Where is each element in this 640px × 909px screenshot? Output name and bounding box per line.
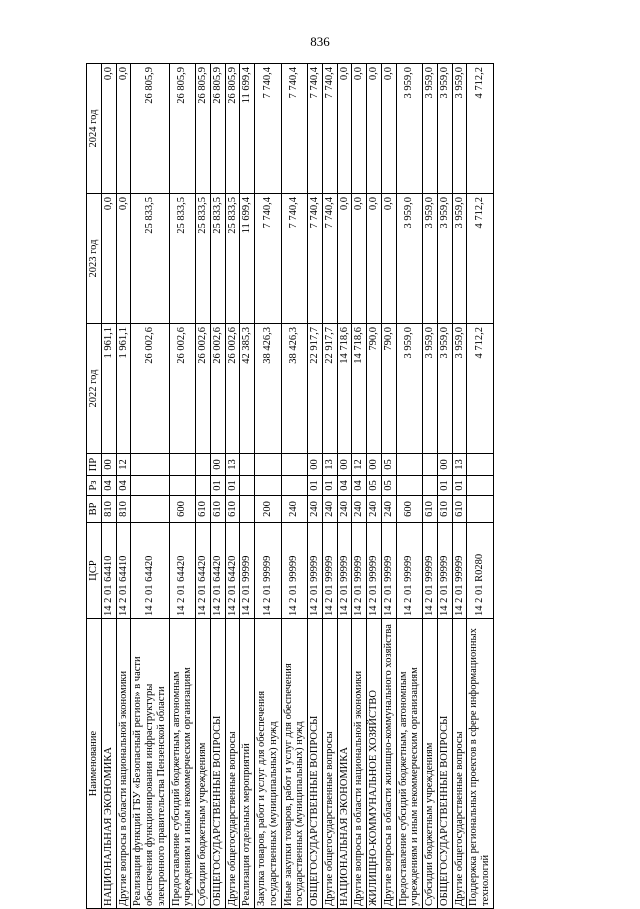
- cell-2024: 26 805,9: [131, 64, 169, 194]
- cell-vr: 240: [337, 496, 352, 523]
- cell-vr: 610: [225, 496, 240, 523]
- cell-vr: 240: [322, 496, 337, 523]
- table-row: [437, 64, 452, 909]
- cell-rz: 01: [225, 476, 240, 496]
- cell-csr: 14 2 01 64420: [196, 523, 211, 619]
- table-header-row: [87, 64, 102, 909]
- cell-name: Субсидии бюджетным учреждениям: [423, 619, 438, 909]
- cell-pr: [196, 454, 211, 476]
- cell-csr: 14 2 01 64410: [116, 523, 131, 619]
- cell-2022: 38 426,3: [281, 324, 308, 454]
- cell-2023: 3 959,0: [423, 194, 438, 324]
- cell-2024: 3 959,0: [423, 64, 438, 194]
- cell-name: НАЦИОНАЛЬНАЯ ЭКОНОМИКА: [337, 619, 352, 909]
- cell-name: Другие общегосударственные вопросы: [322, 619, 337, 909]
- cell-vr: 240: [352, 496, 367, 523]
- cell-2024: 7 740,4: [281, 64, 308, 194]
- cell-2022: 22 917,7: [322, 324, 337, 454]
- table-row: [467, 64, 494, 909]
- cell-name: Реализация функций ГБУ «Безопасный регион» в части обеспечения функционирования инфраструктуры электронного правительства Пензенской области: [131, 619, 169, 909]
- cell-pr: [396, 454, 423, 476]
- cell-2024: 0,0: [352, 64, 367, 194]
- table-row: [101, 64, 116, 909]
- cell-2024: 26 805,9: [225, 64, 240, 194]
- cell-csr: 14 2 01 99999: [367, 523, 382, 619]
- cell-2023: 4 712,2: [467, 194, 494, 324]
- cell-rz: 01: [210, 476, 225, 496]
- cell-vr: [467, 496, 494, 523]
- cell-vr: 610: [423, 496, 438, 523]
- cell-name: ОБЩЕГОСУДАРСТВЕННЫЕ ВОПРОСЫ: [437, 619, 452, 909]
- column-header-2022: 2022 год: [87, 324, 102, 454]
- page-number: 836: [310, 34, 330, 49]
- cell-2022: 3 959,0: [437, 324, 452, 454]
- cell-vr: 240: [381, 496, 396, 523]
- cell-csr: 14 2 01 99999: [240, 523, 255, 619]
- cell-2024: 3 959,0: [437, 64, 452, 194]
- cell-pr: 13: [322, 454, 337, 476]
- cell-2022: 38 426,3: [255, 324, 282, 454]
- table-row: [240, 64, 255, 909]
- cell-csr: 14 2 01 R0280: [467, 523, 494, 619]
- cell-2023: 0,0: [116, 194, 131, 324]
- cell-2024: 7 740,4: [255, 64, 282, 194]
- cell-2023: 0,0: [352, 194, 367, 324]
- cell-2022: 3 959,0: [423, 324, 438, 454]
- cell-csr: 14 2 01 99999: [281, 523, 308, 619]
- table-row: [367, 64, 382, 909]
- cell-pr: [131, 454, 169, 476]
- table-row: [352, 64, 367, 909]
- cell-2022: 4 712,2: [467, 324, 494, 454]
- cell-name: Другие общегосударственные вопросы: [225, 619, 240, 909]
- cell-2024: 0,0: [381, 64, 396, 194]
- cell-2024: 4 712,2: [467, 64, 494, 194]
- cell-2022: 26 002,6: [210, 324, 225, 454]
- cell-2022: 14 718,6: [337, 324, 352, 454]
- cell-pr: 00: [210, 454, 225, 476]
- cell-2023: 25 833,5: [131, 194, 169, 324]
- table-row: [337, 64, 352, 909]
- cell-2023: 0,0: [337, 194, 352, 324]
- cell-rz: 05: [367, 476, 382, 496]
- cell-2023: 7 740,4: [308, 194, 323, 324]
- cell-name: Реализация отдельных мероприятий: [240, 619, 255, 909]
- cell-pr: 12: [352, 454, 367, 476]
- cell-vr: 810: [101, 496, 116, 523]
- column-header-pr: ПР: [87, 454, 102, 476]
- cell-name: Другие общегосударственные вопросы: [452, 619, 467, 909]
- column-header-csr: ЦСР: [87, 523, 102, 619]
- cell-2022: 14 718,6: [352, 324, 367, 454]
- cell-name: ЖИЛИЩНО-КОММУНАЛЬНОЕ ХОЗЯЙСТВО: [367, 619, 382, 909]
- cell-2023: 0,0: [367, 194, 382, 324]
- cell-2022: 26 002,6: [131, 324, 169, 454]
- cell-pr: [240, 454, 255, 476]
- cell-2022: 26 002,6: [196, 324, 211, 454]
- cell-vr: 610: [437, 496, 452, 523]
- cell-rz: 04: [116, 476, 131, 496]
- cell-2024: 7 740,4: [322, 64, 337, 194]
- cell-2023: 25 833,5: [196, 194, 211, 324]
- cell-2022: 1 961,1: [116, 324, 131, 454]
- cell-rz: 01: [437, 476, 452, 496]
- cell-rz: 04: [101, 476, 116, 496]
- column-header-name: Наименование: [87, 619, 102, 909]
- cell-2022: 3 959,0: [452, 324, 467, 454]
- cell-name: Предоставление субсидий бюджетным, автономным учреждениям и иным некоммерческим организациям: [169, 619, 196, 909]
- cell-vr: 610: [452, 496, 467, 523]
- table-row: [281, 64, 308, 909]
- cell-pr: [281, 454, 308, 476]
- cell-pr: 05: [381, 454, 396, 476]
- cell-2023: 7 740,4: [281, 194, 308, 324]
- cell-rz: [240, 476, 255, 496]
- cell-rz: 04: [352, 476, 367, 496]
- cell-2024: 0,0: [367, 64, 382, 194]
- cell-csr: 14 2 01 99999: [452, 523, 467, 619]
- cell-rz: [131, 476, 169, 496]
- cell-name: ОБЩЕГОСУДАРСТВЕННЫЕ ВОПРОСЫ: [308, 619, 323, 909]
- cell-2022: 790,0: [367, 324, 382, 454]
- cell-name: ОБЩЕГОСУДАРСТВЕННЫЕ ВОПРОСЫ: [210, 619, 225, 909]
- column-header-2023: 2023 год: [87, 194, 102, 324]
- table-row: [169, 64, 196, 909]
- cell-vr: 610: [196, 496, 211, 523]
- cell-2023: 0,0: [101, 194, 116, 324]
- cell-2023: 7 740,4: [255, 194, 282, 324]
- cell-rz: 04: [337, 476, 352, 496]
- cell-csr: 14 2 01 64420: [131, 523, 169, 619]
- cell-vr: [131, 496, 169, 523]
- cell-csr: 14 2 01 64420: [210, 523, 225, 619]
- table-row: [322, 64, 337, 909]
- table-row: [423, 64, 438, 909]
- cell-csr: 14 2 01 99999: [437, 523, 452, 619]
- cell-rz: [467, 476, 494, 496]
- cell-rz: [423, 476, 438, 496]
- cell-2024: 7 740,4: [308, 64, 323, 194]
- cell-csr: 14 2 01 99999: [255, 523, 282, 619]
- cell-pr: [255, 454, 282, 476]
- cell-pr: 00: [337, 454, 352, 476]
- cell-name: Предоставление субсидий бюджетным, автономным учреждениям и иным некоммерческим организациям: [396, 619, 423, 909]
- cell-vr: 240: [367, 496, 382, 523]
- cell-2024: 0,0: [337, 64, 352, 194]
- table-row: [225, 64, 240, 909]
- cell-2024: 26 805,9: [210, 64, 225, 194]
- cell-pr: 00: [437, 454, 452, 476]
- cell-2023: 3 959,0: [437, 194, 452, 324]
- cell-2022: 42 385,3: [240, 324, 255, 454]
- cell-2023: 25 833,5: [225, 194, 240, 324]
- cell-vr: 810: [116, 496, 131, 523]
- cell-name: НАЦИОНАЛЬНАЯ ЭКОНОМИКА: [101, 619, 116, 909]
- cell-vr: [240, 496, 255, 523]
- cell-vr: 600: [396, 496, 423, 523]
- cell-2024: 0,0: [101, 64, 116, 194]
- cell-rz: [196, 476, 211, 496]
- cell-2022: 3 959,0: [396, 324, 423, 454]
- cell-2024: 0,0: [116, 64, 131, 194]
- cell-csr: 14 2 01 99999: [322, 523, 337, 619]
- cell-2023: 25 833,5: [169, 194, 196, 324]
- cell-csr: 14 2 01 99999: [381, 523, 396, 619]
- table-row: [396, 64, 423, 909]
- cell-pr: [423, 454, 438, 476]
- table-row: [210, 64, 225, 909]
- cell-name: Субсидии бюджетным учреждениям: [196, 619, 211, 909]
- cell-2023: 3 959,0: [452, 194, 467, 324]
- cell-pr: [467, 454, 494, 476]
- cell-rz: [169, 476, 196, 496]
- column-header-vr: ВР: [87, 496, 102, 523]
- cell-vr: 240: [308, 496, 323, 523]
- cell-csr: 14 2 01 99999: [308, 523, 323, 619]
- cell-csr: 14 2 01 64420: [169, 523, 196, 619]
- cell-pr: [169, 454, 196, 476]
- cell-2022: 22 917,7: [308, 324, 323, 454]
- cell-rz: 05: [381, 476, 396, 496]
- table-row: [116, 64, 131, 909]
- cell-csr: 14 2 01 99999: [337, 523, 352, 619]
- cell-2023: 7 740,4: [322, 194, 337, 324]
- table-row: [381, 64, 396, 909]
- cell-2024: 3 959,0: [396, 64, 423, 194]
- cell-2022: 1 961,1: [101, 324, 116, 454]
- cell-rz: 01: [308, 476, 323, 496]
- cell-vr: 200: [255, 496, 282, 523]
- cell-2023: 0,0: [381, 194, 396, 324]
- cell-name: Другие вопросы в области национальной экономики: [352, 619, 367, 909]
- cell-name: Другие вопросы в области жилищно-коммунального хозяйства: [381, 619, 396, 909]
- table-row: [255, 64, 282, 909]
- cell-pr: 00: [101, 454, 116, 476]
- cell-csr: 14 2 01 99999: [423, 523, 438, 619]
- cell-2024: 26 805,9: [169, 64, 196, 194]
- cell-name: Иные закупки товаров, работ и услуг для обеспечения государственных (муниципальных) нужд: [281, 619, 308, 909]
- cell-2023: 3 959,0: [396, 194, 423, 324]
- cell-name: Другие вопросы в области национальной экономики: [116, 619, 131, 909]
- cell-2022: 790,0: [381, 324, 396, 454]
- cell-csr: 14 2 01 64420: [225, 523, 240, 619]
- cell-rz: 01: [452, 476, 467, 496]
- table-row: [196, 64, 211, 909]
- cell-2023: 25 833,5: [210, 194, 225, 324]
- cell-csr: 14 2 01 99999: [352, 523, 367, 619]
- column-header-rz: Рз: [87, 476, 102, 496]
- cell-vr: 610: [210, 496, 225, 523]
- cell-csr: 14 2 01 64410: [101, 523, 116, 619]
- cell-2024: 11 699,4: [240, 64, 255, 194]
- cell-vr: 600: [169, 496, 196, 523]
- cell-2022: 26 002,6: [225, 324, 240, 454]
- cell-2022: 26 002,6: [169, 324, 196, 454]
- cell-name: Закупка товаров, работ и услуг для обеспечения государственных (муниципальных) нужд: [255, 619, 282, 909]
- cell-pr: 12: [116, 454, 131, 476]
- budget-table: [86, 63, 494, 909]
- table-row: [452, 64, 467, 909]
- cell-name: Поддержка региональных проектов в сфере информационных технологий: [467, 619, 494, 909]
- cell-rz: [396, 476, 423, 496]
- rotated-table-wrapper: [86, 64, 556, 909]
- cell-rz: [255, 476, 282, 496]
- cell-pr: 13: [225, 454, 240, 476]
- cell-csr: 14 2 01 99999: [396, 523, 423, 619]
- cell-pr: 00: [308, 454, 323, 476]
- cell-2023: 11 699,4: [240, 194, 255, 324]
- cell-rz: 01: [322, 476, 337, 496]
- table-body: [101, 64, 493, 909]
- cell-pr: 00: [367, 454, 382, 476]
- table-row: [308, 64, 323, 909]
- cell-pr: 13: [452, 454, 467, 476]
- cell-2024: 26 805,9: [196, 64, 211, 194]
- cell-vr: 240: [281, 496, 308, 523]
- column-header-2024: 2024 год: [87, 64, 102, 194]
- cell-rz: [281, 476, 308, 496]
- table-row: [131, 64, 169, 909]
- cell-2024: 3 959,0: [452, 64, 467, 194]
